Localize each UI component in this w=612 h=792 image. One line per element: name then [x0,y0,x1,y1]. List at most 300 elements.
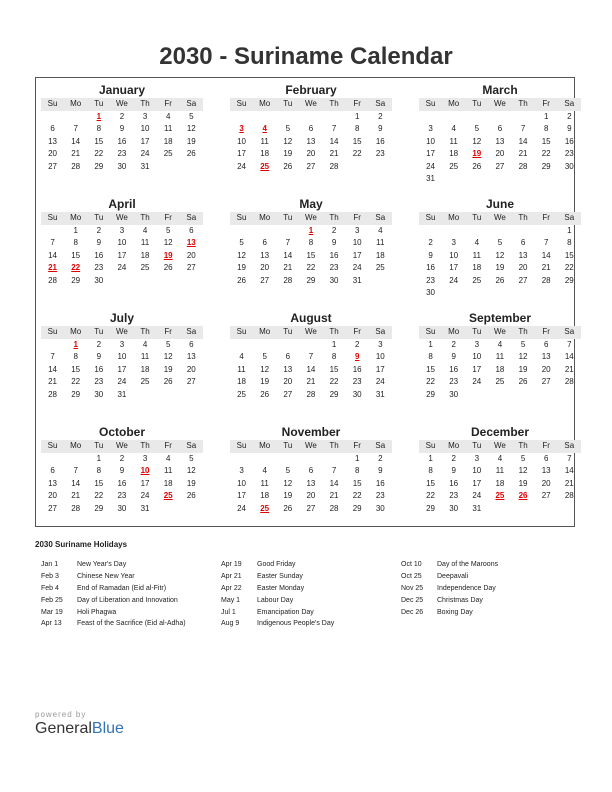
empty-cell [41,111,64,124]
week-row [41,478,203,491]
day-cell: 18 [140,364,150,374]
day-cell: 17 [375,364,385,374]
weekday-label: Sa [564,213,575,222]
month-name: December [470,425,530,439]
day-cell: 1 [354,453,360,463]
holiday-name: Easter Monday [257,584,305,592]
holiday-name: Emancipation Day [257,608,314,616]
day-cell: 1 [73,225,78,235]
day-cell: 4 [142,225,148,235]
week-row [419,173,581,186]
holiday-item [41,595,186,607]
empty-cell [535,287,558,300]
day-cell: 2 [378,111,383,121]
weekday-label: We [305,327,317,336]
week-row [419,262,581,275]
day-cell: 16 [564,136,574,146]
day-cell: 29 [329,389,339,399]
day-cell: 14 [48,250,58,260]
week-row [419,148,581,161]
day-cell: 31 [375,389,385,399]
day-cell: 2 [567,111,572,121]
day-cell: 10 [449,250,459,260]
day-cell: 24 [352,263,362,272]
weekday-label: Mo [70,441,82,450]
month-name: March [482,83,518,97]
weekday-label: Tu [472,99,482,108]
month-name: May [299,197,323,211]
empty-cell [346,161,369,174]
month-february [230,82,392,173]
weekday-label: Fr [164,213,172,222]
weekday-label: Sa [186,213,197,222]
day-cell: 10 [426,136,436,146]
day-cell: 9 [451,352,456,361]
day-cell: 10 [472,466,482,475]
holiday-day-cell: 25 [495,491,505,500]
day-cell: 9 [119,124,125,133]
empty-cell [299,339,322,352]
day-cell: 24 [140,149,150,158]
holiday-day-cell: 10 [140,466,150,475]
holiday-name: Deepavali [437,572,469,580]
holiday-name: Day of Liberation and Innovation [77,596,178,604]
day-cell: 24 [472,377,482,386]
day-cell: 7 [50,238,55,247]
day-cell: 28 [564,491,574,500]
day-cell: 25 [163,149,173,158]
empty-cell [276,453,299,466]
weekday-label: We [305,441,317,450]
empty-cell [558,173,581,186]
logo-blue-text: Blue [91,720,124,737]
holiday-item [401,583,498,595]
day-cell: 6 [543,453,549,463]
weekday-label: Sa [186,327,197,336]
holiday-day-cell: 19 [163,250,173,260]
empty-cell [465,173,488,186]
powered-by-text: powered by [35,710,87,719]
week-row [419,287,581,300]
empty-cell [230,453,253,466]
weekday-label: Tu [472,327,482,336]
day-cell: 23 [375,491,385,500]
day-cell: 26 [472,161,482,171]
weekday-label: Fr [542,213,550,222]
day-cell: 22 [352,491,362,500]
holiday-day-cell: 1 [308,225,314,235]
day-cell: 31 [140,503,150,513]
empty-cell [465,111,488,124]
day-cell: 5 [189,111,194,121]
week-row [419,490,581,503]
day-cell: 12 [163,238,173,247]
empty-cell [465,225,488,238]
weekday-label: We [116,441,128,450]
week-row [230,275,392,288]
weekday-header [230,326,392,339]
day-cell: 21 [541,263,551,272]
day-cell: 27 [541,377,551,386]
day-cell: 29 [352,503,362,513]
holiday-column [221,559,334,630]
empty-cell [253,339,276,352]
empty-cell [41,225,64,238]
weekday-label: Fr [353,441,361,450]
holiday-date: Mar 19 [41,608,63,616]
empty-cell [369,161,392,174]
holiday-day-cell: 25 [260,503,270,513]
day-cell: 13 [541,466,551,475]
day-cell: 29 [71,389,81,399]
day-cell: 5 [497,238,503,247]
day-cell: 11 [260,478,269,488]
holiday-date: Feb 4 [41,584,59,592]
day-cell: 1 [354,111,360,121]
weekday-label: Su [47,441,58,450]
week-row [230,237,392,250]
day-cell: 17 [237,491,247,500]
day-cell: 9 [96,352,102,361]
weekday-label: Tu [472,441,482,450]
holiday-day-cell: 25 [163,491,173,500]
day-cell: 15 [426,364,436,374]
day-cell: 25 [495,377,505,386]
day-cell: 28 [541,275,551,285]
day-cell: 8 [567,238,572,247]
weekday-label: Fr [542,327,550,336]
weekday-header [419,98,581,111]
weekday-label: Th [518,213,528,222]
empty-cell [157,275,180,288]
day-cell: 8 [543,124,549,133]
month-name: January [98,83,146,97]
week-row [419,250,581,263]
empty-cell [180,389,203,402]
day-cell: 7 [73,124,78,133]
weekday-label: Th [329,99,339,108]
weekday-label: Sa [186,441,197,450]
day-cell: 31 [472,503,482,513]
day-cell: 24 [449,275,459,285]
weekday-label: We [494,327,506,336]
day-cell: 18 [449,149,459,158]
day-cell: 19 [518,478,528,488]
day-cell: 7 [285,238,291,247]
week-row [419,453,581,466]
day-cell: 23 [117,491,127,500]
day-cell: 26 [283,503,293,513]
empty-cell [323,453,346,466]
weekday-label: Sa [375,327,386,336]
day-cell: 8 [354,124,360,133]
day-cell: 27 [186,377,196,386]
day-cell: 16 [117,478,127,488]
week-row [419,237,581,250]
day-cell: 13 [306,478,316,488]
week-row [419,364,581,377]
day-cell: 8 [428,352,433,361]
day-cell: 8 [331,352,337,361]
week-row [230,161,392,174]
day-cell: 3 [142,111,148,121]
weekday-label: Th [518,327,528,336]
day-cell: 26 [260,389,270,399]
month-july [41,310,203,401]
weekday-label: Tu [94,327,104,336]
day-cell: 2 [119,111,125,121]
day-cell: 24 [117,377,127,386]
branding [35,710,124,738]
weekday-label: Mo [448,327,460,336]
week-row [41,123,203,136]
day-cell: 24 [375,377,385,386]
week-row [41,136,203,149]
day-cell: 14 [71,478,81,488]
day-cell: 6 [50,124,55,133]
day-cell: 7 [331,466,337,475]
day-cell: 27 [283,389,293,399]
holiday-item [401,595,498,607]
day-cell: 14 [329,478,339,488]
weekday-header [230,98,392,111]
day-cell: 15 [306,250,316,260]
holiday-day-cell: 26 [518,491,528,500]
day-cell: 14 [329,136,339,146]
day-cell: 2 [428,238,433,247]
day-cell: 21 [329,149,339,158]
day-cell: 2 [451,453,456,463]
day-cell: 21 [48,377,58,386]
weekday-label: Sa [564,327,575,336]
weekday-label: Th [518,99,528,108]
day-cell: 7 [73,466,78,475]
holiday-name: Boxing Day [437,608,473,616]
day-cell: 17 [117,250,127,260]
weekday-label: Fr [353,213,361,222]
weekday-label: Fr [164,441,172,450]
day-cell: 3 [474,453,480,463]
empty-cell [180,275,203,288]
day-cell: 27 [260,275,270,285]
weekday-label: Fr [353,99,361,108]
holiday-item [41,618,186,630]
day-cell: 3 [428,124,433,133]
day-cell: 5 [239,238,244,247]
week-row [230,262,392,275]
day-cell: 10 [237,136,247,146]
day-cell: 21 [306,377,316,386]
day-cell: 3 [239,466,244,475]
day-cell: 30 [564,161,574,171]
day-cell: 20 [541,364,551,374]
day-cell: 25 [140,263,150,272]
week-row [41,111,203,124]
holiday-name: Easter Sunday [257,572,303,580]
month-name: July [109,311,134,325]
empty-cell [230,111,253,124]
weekday-label: Su [236,327,247,336]
month-june [419,196,581,300]
day-cell: 28 [306,389,316,399]
day-cell: 9 [119,466,125,475]
day-cell: 7 [567,339,572,349]
day-cell: 22 [94,149,104,158]
day-cell: 2 [331,225,337,235]
week-row [41,453,203,466]
day-cell: 13 [518,250,528,260]
day-cell: 17 [426,149,436,158]
day-cell: 18 [495,364,505,374]
day-cell: 2 [354,339,360,349]
day-cell: 10 [117,352,127,361]
day-cell: 21 [518,149,528,158]
day-cell: 13 [283,364,293,374]
day-cell: 14 [283,250,293,260]
weekday-label: Tu [94,99,104,108]
day-cell: 27 [518,275,528,285]
week-row [41,225,203,238]
day-cell: 13 [260,250,270,260]
day-cell: 11 [260,136,269,146]
weekday-label: Th [140,441,150,450]
day-cell: 24 [237,503,247,513]
day-cell: 18 [140,250,150,260]
day-cell: 23 [352,377,362,386]
day-cell: 12 [237,250,247,260]
month-name: August [290,311,332,325]
empty-cell [488,173,511,186]
weekday-label: Su [236,441,247,450]
day-cell: 4 [497,339,503,349]
holiday-name: Christmas Day [437,596,483,604]
month-november [230,424,392,515]
holiday-date: Oct 10 [401,561,422,568]
day-cell: 3 [142,453,148,463]
day-cell: 28 [71,161,81,171]
day-cell: 23 [426,275,436,285]
weekday-header [419,440,581,453]
day-cell: 10 [375,352,385,361]
day-cell: 27 [541,491,551,500]
day-cell: 5 [262,352,267,361]
month-name: September [468,311,532,325]
holiday-date: Dec 25 [401,596,424,604]
weekday-label: We [116,99,128,108]
week-row [419,465,581,478]
day-cell: 5 [285,124,291,133]
week-row [230,148,392,161]
day-cell: 14 [541,250,551,260]
day-cell: 22 [564,263,574,272]
day-cell: 4 [474,238,480,247]
day-cell: 3 [354,225,360,235]
day-cell: 20 [283,377,293,386]
holiday-item [221,607,334,619]
holiday-name: Feast of the Sacrifice (Eid al-Adha) [77,620,186,628]
day-cell: 8 [428,466,433,475]
day-cell: 29 [426,389,436,399]
day-cell: 9 [96,238,102,247]
weekday-label: Th [140,213,150,222]
day-cell: 20 [186,250,196,260]
weekday-label: Th [518,441,528,450]
generalblue-logo[interactable] [35,720,124,738]
week-row [230,123,392,136]
week-row [230,478,392,491]
day-cell: 30 [329,275,339,285]
weekday-label: Mo [448,213,460,222]
weekday-header [230,212,392,225]
week-row [230,453,392,466]
empty-cell [157,503,180,516]
day-cell: 6 [543,339,549,349]
day-cell: 6 [50,466,55,475]
day-cell: 15 [541,136,551,146]
day-cell: 24 [140,491,150,500]
day-cell: 3 [119,225,125,235]
day-cell: 27 [306,503,316,513]
day-cell: 18 [237,377,247,386]
day-cell: 18 [260,491,270,500]
week-row [419,123,581,136]
day-cell: 5 [165,225,171,235]
empty-cell [465,287,488,300]
holiday-day-cell: 22 [71,263,81,272]
day-cell: 18 [163,136,173,146]
weekday-label: Su [425,99,436,108]
day-cell: 24 [117,263,127,272]
empty-cell [180,503,203,516]
day-cell: 22 [71,377,81,386]
empty-cell [253,225,276,238]
day-cell: 17 [472,364,482,374]
day-cell: 22 [426,377,436,386]
holiday-item [221,583,334,595]
day-cell: 16 [375,136,385,146]
holiday-item [41,571,186,583]
day-cell: 8 [308,238,314,247]
day-cell: 27 [306,161,316,171]
week-row [41,161,203,174]
month-name: October [98,425,145,439]
holiday-item [401,607,498,619]
day-cell: 9 [567,124,572,133]
day-cell: 25 [140,377,150,386]
empty-cell [442,225,465,238]
day-cell: 22 [329,377,339,386]
weekday-label: Mo [70,213,82,222]
month-name: February [285,83,337,97]
day-cell: 12 [283,136,293,146]
day-cell: 21 [564,364,574,374]
day-cell: 10 [140,124,150,133]
day-cell: 10 [237,478,247,488]
weekday-label: Sa [375,441,386,450]
weekday-label: Mo [70,327,82,336]
empty-cell [465,389,488,402]
day-cell: 30 [94,275,104,285]
empty-cell [535,173,558,186]
day-cell: 13 [495,136,505,146]
day-cell: 23 [329,263,339,272]
day-cell: 26 [163,263,173,272]
day-cell: 23 [94,377,104,386]
empty-cell [535,389,558,402]
day-cell: 12 [518,466,528,475]
day-cell: 22 [426,491,436,500]
day-cell: 18 [163,478,173,488]
